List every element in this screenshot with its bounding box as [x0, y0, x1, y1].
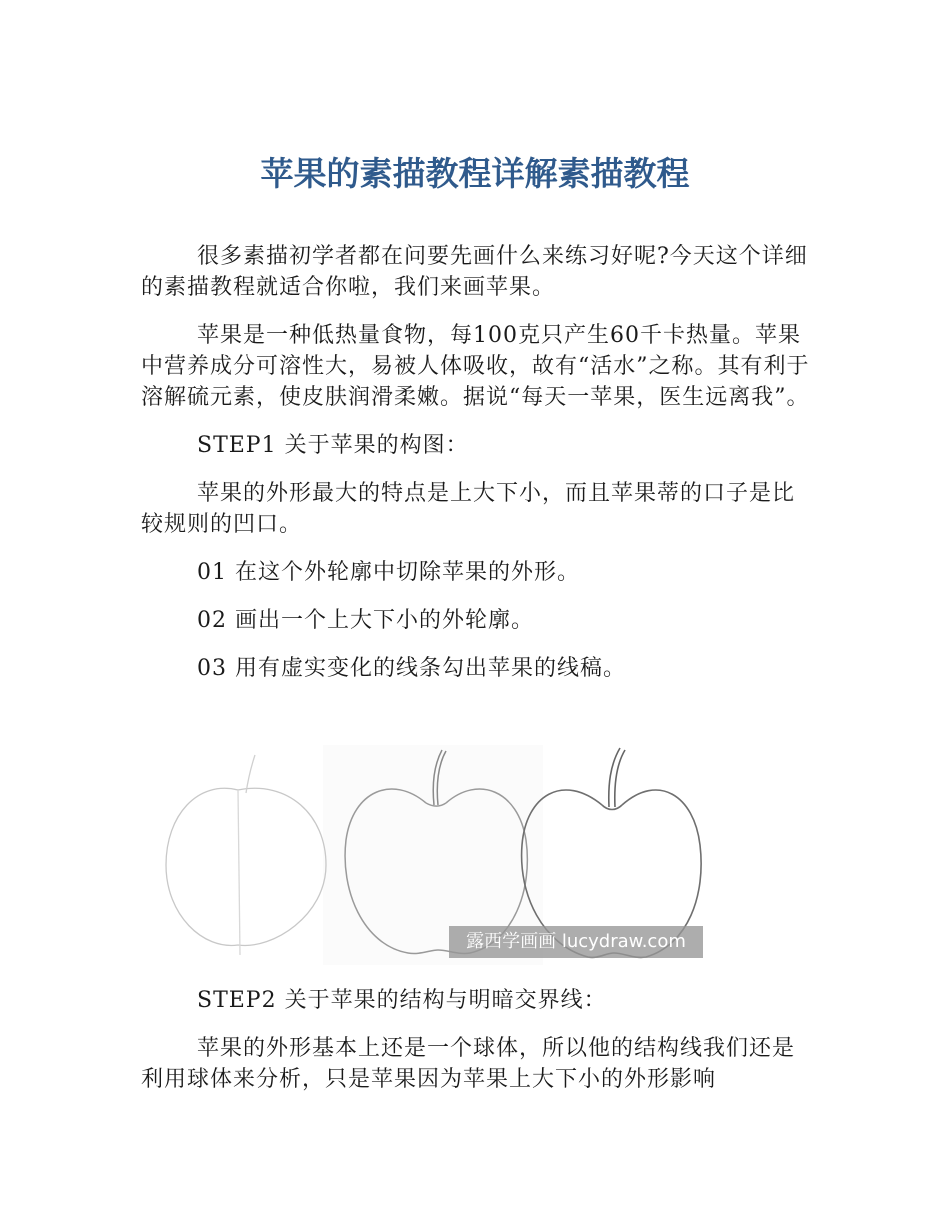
paragraph-step1-heading: STEP1 关于苹果的构图： — [197, 433, 469, 458]
watermark-label: 露西学画画 lucydraw.com — [449, 926, 703, 958]
paragraph-step-01: 01 在这个外轮廓中切除苹果的外形。 — [197, 560, 580, 585]
body-text-bottom — [141, 985, 811, 1095]
paragraph-nutrition: 苹果是一种低热量食物，每100克只产生60千卡热量。苹果中营养成分可溶性大，易被人体吸收，故有“活水”之称。其有利于溶解硫元素，使皮肤润滑柔嫩。据说“每天一苹果，医生远离我”。 — [141, 323, 810, 410]
apple-sketch-figure — [158, 745, 714, 965]
paragraph-step-02: 02 画出一个上大下小的外轮廓。 — [197, 608, 534, 633]
body-text-top — [141, 241, 811, 684]
page-title: 苹果的素描教程详解素描教程 — [260, 154, 690, 193]
paragraph-step1-description: 苹果的外形最大的特点是上大下小，而且苹果蒂的口子是比较规则的凹口。 — [141, 481, 796, 537]
paragraph-step2-description: 苹果的外形基本上还是一个球体，所以他的结构线我们还是利用球体来分析，只是苹果因为苹果上大下小的外形影响 — [141, 1036, 796, 1092]
paragraph-step-03: 03 用有虚实变化的线条勾出苹果的线稿。 — [197, 656, 626, 681]
paragraph-step2-heading: STEP2 关于苹果的结构与明暗交界线： — [197, 988, 607, 1013]
paragraph-intro: 很多素描初学者都在问要先画什么来练习好呢?今天这个详细的素描教程就适合你啦，我们来画苹果。 — [141, 244, 808, 300]
